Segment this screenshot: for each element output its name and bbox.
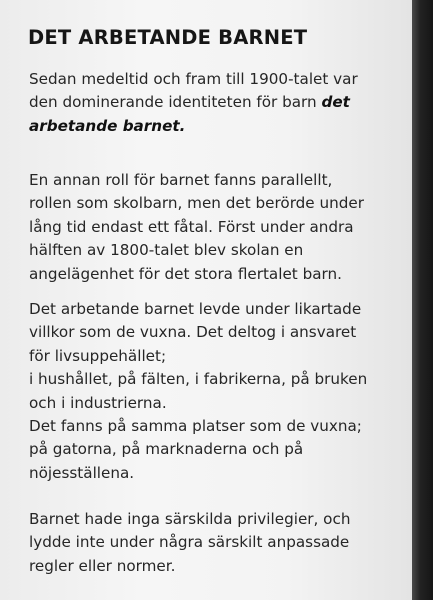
- text-line: i hushållet, på fälten, i fabrikerna, på bruken: [29, 370, 368, 389]
- text-line: på gatorna, på marknaderna och på: [29, 440, 304, 459]
- text-line: för livsuppehället;: [29, 346, 167, 365]
- text-line: lång tid endast ett fåtal. Först under andra: [29, 217, 354, 236]
- panel-title: DET ARBETANDE BARNET: [28, 26, 308, 49]
- text-line: Det arbetande barnet levde under likartade: [29, 300, 362, 318]
- paragraph-intro: [29, 68, 358, 138]
- text-line: villkor som de vuxna. Det deltog i ansvaret: [29, 323, 357, 342]
- text-line: och i industrierna.: [29, 393, 167, 412]
- text-line: angelägenhet för det stora flertalet barn.: [29, 264, 342, 283]
- emphasis-text: det: [321, 93, 350, 112]
- text-line: nöjesställena.: [29, 463, 135, 482]
- text-fragment: den dominerande identiteten för barn: [29, 93, 322, 112]
- paragraph-school: [29, 169, 364, 286]
- text-line: Sedan medeltid och fram till 1900-talet var: [29, 70, 358, 88]
- text-line: Det fanns på samma platser som de vuxna;: [29, 417, 362, 436]
- panel-edge-shadow: [412, 0, 433, 600]
- text-line: hälften av 1800-talet blev skolan en: [29, 241, 304, 260]
- text-line: [29, 91, 358, 114]
- emphasis-text: arbetande barnet.: [29, 116, 186, 135]
- paragraph-privileges: [29, 508, 350, 578]
- text-line: lydde inte under några särskilt anpassade: [29, 533, 350, 552]
- text-line: rollen som skolbarn, men det berörde under: [29, 194, 364, 213]
- paragraph-working-conditions: [29, 298, 367, 485]
- text-line: En annan roll för barnet fanns parallellt,: [29, 171, 333, 189]
- text-line: Barnet hade inga särskilda privilegier, och: [29, 510, 351, 528]
- text-line: regler eller normer.: [29, 556, 176, 575]
